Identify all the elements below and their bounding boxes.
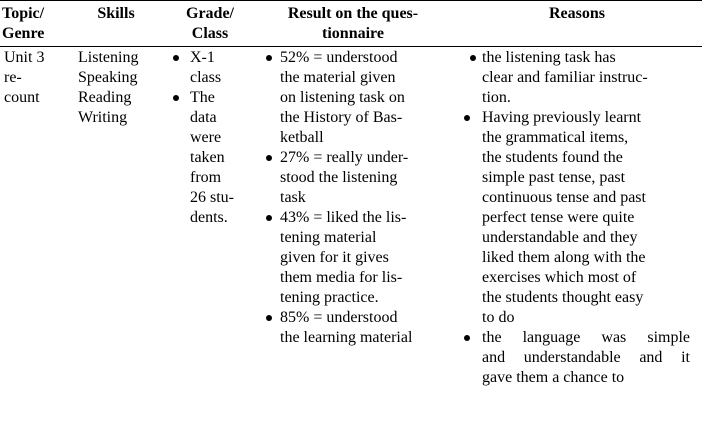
header-reasons: Reasons xyxy=(548,5,605,22)
bullet-icon xyxy=(266,315,272,321)
reasons-bullet-item: the listening task has clear and familiar instruc- tion. xyxy=(466,48,690,108)
bullet-icon xyxy=(173,55,179,61)
result-bullet-item: 52% = understood the material given on listening task on the History of Bas- ketball xyxy=(264,48,454,148)
cell-grade xyxy=(170,48,254,228)
result-bullet-item: 43% = liked the lis- tening material given for it gives them media for lis- tening practice. xyxy=(264,208,454,308)
grade-bullet-item: X-1 class xyxy=(170,48,254,88)
header-result: Result on the ques- tionnaire xyxy=(287,5,419,42)
bullet-icon xyxy=(173,95,179,101)
table-top-rule xyxy=(0,0,702,1)
reasons-bullet-item: Having previously learnt the grammatical items, the students found the simple past tense, past continuous tense and past perfect tense were quite understandable and they liked them along with the exercises which most of the students thought easy to do xyxy=(466,108,690,328)
bullet-icon xyxy=(266,55,272,61)
bullet-icon xyxy=(266,215,272,221)
cell-reasons xyxy=(466,48,690,388)
cell-skills: Listening Speaking Reading Writing xyxy=(78,49,139,126)
cell-result xyxy=(264,48,454,348)
grade-bullet-item: The data were taken from 26 stu- dents. xyxy=(170,88,254,228)
header-grade: Grade/ Class xyxy=(186,5,234,42)
cell-topic: Unit 3 re- count xyxy=(4,49,45,106)
result-bullet-item: 27% = really under- stood the listening task xyxy=(264,148,454,208)
bullet-icon xyxy=(464,115,470,121)
header-topic: Topic/ Genre xyxy=(2,5,45,42)
reasons-bullet-item: the language was simple and understandable and it gave them a chance to xyxy=(466,328,690,388)
bullet-icon xyxy=(470,55,476,61)
bullet-icon xyxy=(464,335,470,341)
table-header-rule xyxy=(0,46,702,47)
bullet-icon xyxy=(266,155,272,161)
result-bullet-item: 85% = understood the learning material xyxy=(264,308,454,348)
header-skills: Skills xyxy=(97,5,135,22)
